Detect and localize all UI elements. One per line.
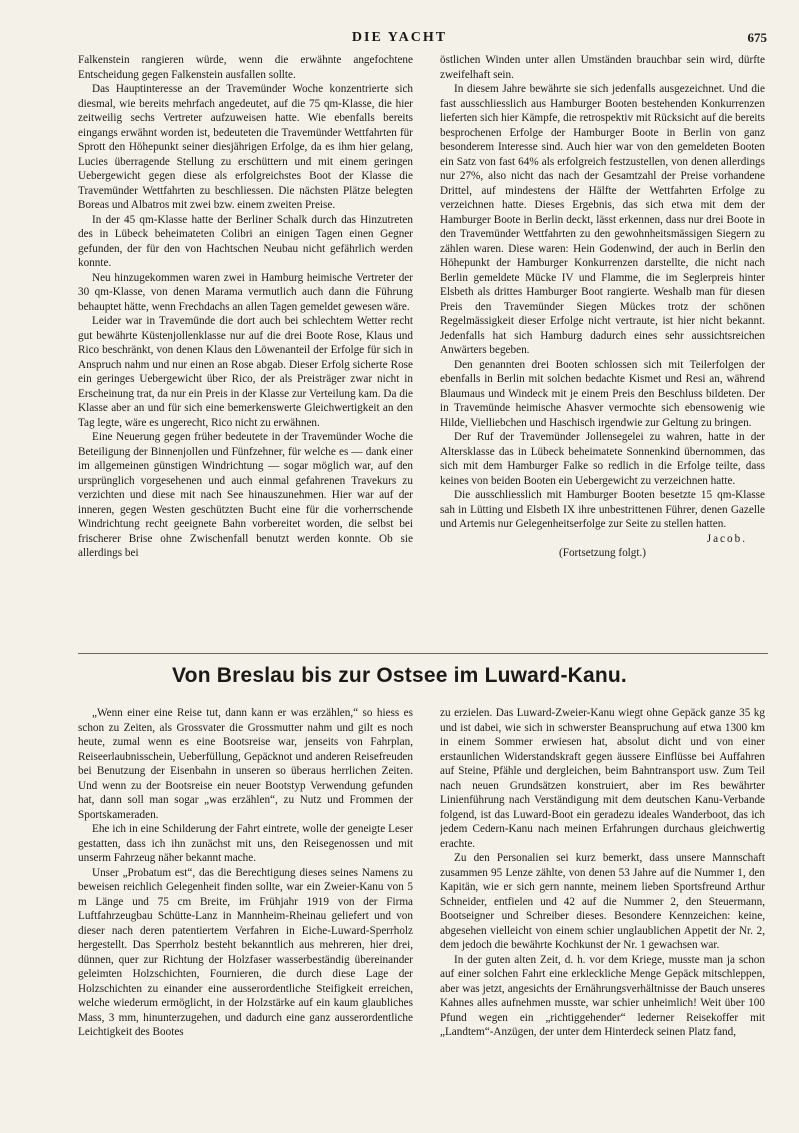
running-head (0, 30, 799, 50)
paragraph: „Wenn einer eine Reise tut, dann kann er was erzählen,“ so hiess es schon zu Zeiten, als Grossvater die Grossmutter nahm und gilt es noch heute, zumal wenn es eine Bootsreise war, jenseits von Fahrplan, Reiseerlaubnisschein, Ueberfüllung, Gepäcknot und anderen Reisefreuden bei Benutzung der Eisenbahn in unseren so überaus herrlichen Zeiten. Und wenn zu der Bootsreise ein neuer Bootstyp Verwendung gefunden hat, dann soll man sogar „was erzählen“, zu Nutz und Frommen der Sportskameraden. (78, 707, 413, 821)
section-divider (78, 653, 768, 654)
paragraph: In der guten alten Zeit, d. h. vor dem Kriege, musste man ja schon auf einer solchen Fahrt eine erkleckliche Menge Gepäck mitschleppen, aber was jetzt, angesichts der Ernährungsverhältnisse der Bauch unseres Kahnes alles aufnehmen musste, war schier unheimlich! Weit über 100 Pfund wegen ein „richtiggehender“ lederner Reisekoffer mit „Landtem“-Anzügen, der unter dem Hinterdeck seinen Platz fand, (440, 953, 765, 1038)
paragraph: Falkenstein rangieren würde, wenn die erwähnte angefochtene Entscheidung gegen Falkenstein ausfallen sollte. (78, 54, 413, 81)
journal-title: DIE YACHT (351, 30, 448, 45)
paragraph: Die ausschliesslich mit Hamburger Booten besetzte 15 qm-Klasse sah in Lütting und Elsbeth IX ihre unbestrittenen Führer, denen Gazelle und Artemis nur Gelegenheitserfolge zur Seite zu stellen hatten. (440, 489, 765, 530)
paragraph: Leider war in Travemünde die dort auch bei schlechtem Wetter recht gut bewährte Küstenjollenklasse nur auf die drei Boote Rose, Klaus und Rico beschränkt, von denen Klaus den Löwenanteil der Erfolge für sich in Anspruch nahm und nur einen an Rose abgab. Dieser Erfolg sicherte Rose ein geringes Uebergewicht über Rico, der als Preisträger zwar nicht in Erscheinung trat, da nur ein Preis in der Klasse zur Verteilung kam. Da die Klasse aber an und für sich eine bemerkenswerte Gleichwertigkeit an den Tag legte, wäre es ungerecht, Rico nicht zu erwähnen. (78, 315, 413, 429)
paragraph: Zu den Personalien sei kurz bemerkt, dass unsere Mannschaft zusammen 95 Lenze zählte, von denen 53 Jahre auf die Nummer 1, den Kapitän, wie er sich gern nannte, meinem lieben Sportsfreund Arthur Schneider, entfielen und 42 auf die Nummer 2, den Steuermann, Bootseigner und Schreiber dieses. Besondere Kennzeichen: keine, abgesehen vielleicht von einem schier unglaublichen Appetit der Nr. 2, dem jedoch die bewährte Kochkunst der Nr. 1 gewachsen war. (440, 852, 765, 951)
article-column-right (440, 706, 765, 1121)
paragraph: In der 45 qm-Klasse hatte der Berliner Schalk durch das Hinzutreten des in Lübeck beheimateten Colibri an einigen Tagen einen Gegner gefunden, der für den von Hachtschen Neubau nicht gefährlich werden konnte. (78, 213, 413, 269)
page-number: 675 (747, 30, 767, 45)
article-column-left (78, 706, 413, 1121)
paragraph: Eine Neuerung gegen früher bedeutete in der Travemünder Woche die Beteiligung der Binnenjollen und Fünfzehner, für welche es — dank einer im allgemeinen günstigen Windrichtung — sogar möglich war, auf den ursprünglich vorgesehenen und auch einmal gefahrenen Travekurs zu verzichten und diese mit nach See hinauszunehmen. Hier war auf der inneren, gegen Westen geschützten Bucht eine für die vorherrschende Windrichtung recht geeignete Bahn vorbereitet worden, die selbst bei frischerer Brise ohne Zwischenfall benutzt werden konnte. Ob sie allerdings bei (78, 431, 413, 559)
article-title: Von Breslau bis zur Ostsee im Luward-Kanu. (172, 664, 627, 687)
report-column-left (78, 53, 413, 645)
paragraph: Unser „Probatum est“, das die Berechtigung dieses seines Namens zu beweisen reichlich Gelegenheit finden sollte, war ein Zweier-Kanu von 5 m Länge und 75 cm Breite, im Frühjahr 1919 von der Firma Luftfahrzeugbau Schütte-Lanz in Mannheim-Rheinau geliefert und von dieser nach deren patentiertem Verfahren in Eiche-Luward-Sperrholz hergestellt. Das Sperrholz besteht bekanntlich aus mehreren, hier drei, dünnen, quer zur Richtung der Holzfaser wasserbeständig übereinander geleimten Holzschichten, Fournieren, die durch diese Lage der Holzschichten zu einander eine ausserordentliche Steifigkeit erreichen, welche wiederum ermöglicht, in der Holzstärke auf ein kaum glaubliches Mass, 3 mm, hinunterzugehen, und dadurch eine ganz ausserordentliche Leichtigkeit des Bootes (78, 866, 413, 1038)
paragraph: Ehe ich in eine Schilderung der Fahrt eintrete, wolle der geneigte Leser gestatten, dass ich ihn zunächst mit uns, den Reisegenossen und mit unserm Fahrzeug näher bekannt mache. (78, 823, 413, 864)
paragraph: zu erzielen. Das Luward-Zweier-Kanu wiegt ohne Gepäck ganze 35 kg und ist dabei, wie sich in schwerster Beanspruchung auf etwa 1300 km in einem Sommer erwiesen hat, absolut dicht und von einer erstaunlichen Widerstandskraft gegen äussere Einflüsse bei Auffahren auf Steine, Pfähle und dergleichen, beim Bahntransport usw. Zum Teil nach neuen Grundsätzen konstruiert, aber im Res bewährter Linienführung nach Verständigung mit dem deutschen Kanu-Verbande folgend, ist das Luward-Boot ein geradezu ideales Wanderboot, das ich jedem Cedern-Kanu nach meinen Erfahrungen durchaus gleichwertig erachte. (440, 707, 765, 850)
paragraph: Den genannten drei Booten schlossen sich mit Teilerfolgen der ebenfalls in Berlin mit solchen bedachte Kismet und Resi an, während Blaumaus und Windeck mit je einem Preis den Beschluss bildeten. Der in Travemünde heimische Ahasver vermochte sich ebensowenig wie Hilde, Vielliebchen und Haschisch irgendwie zur Geltung zu bringen. (440, 358, 765, 429)
paragraph: Neu hinzugekommen waren zwei in Hamburg heimische Vertreter der 30 qm-Klasse, von denen Marama vermutlich auch dann die Führung behauptet hätte, wenn Frechdachs an allen Tagen gemeldet gewesen wäre. (78, 271, 413, 313)
paragraph: östlichen Winden unter allen Umständen brauchbar sein wird, dürfte zweifelhaft sein. (440, 54, 765, 81)
report-column-right (440, 53, 765, 645)
paragraph: Der Ruf der Travemünder Jollensegelei zu wahren, hatte in der Altersklasse das in Lübeck beheimatete Sonnenkind übernommen, das sich mit dem Hamburger Falke so redlich in die Erfolge teilte, dass keines von beiden Booten ein Uebergewicht zu verzeichnen hatte. (440, 431, 765, 487)
paragraph: Das Hauptinteresse an der Travemünder Woche konzentrierte sich diesmal, wie bereits mehrfach angedeutet, auf die 75 qm-Klasse, die hier zeitweilig sechs Vertreter aufzuweisen hatte. Wie ebenfalls bereits eingangs erwähnt worden ist, bedeuteten die Travemünder Wettfahrten für Sprott den Höhepunkt seiner diesjährigen Erfolge, da es ihm hier gelang, Lucies überragende Stellung zu erschüttern und mit einem geringen Uebergewicht gegen diese als erfolgreichstes Boot der Klasse die Travemünder Wettfahrten zu beschliessen. Die nächsten Plätze belegten Boreas und Albatros mit zwei bzw. einem zweiten Preise. (78, 83, 413, 211)
continued-note: (Fortsetzung folgt.) (559, 547, 646, 559)
author-signature: Jacob. (706, 532, 747, 545)
paragraph: In diesem Jahre bewährte sie sich jedenfalls ausgezeichnet. Und die fast ausschliesslich aus Hamburger Booten bestehenden Konkurrenzen lieferten sich hier Kämpfe, die retrospektiv mit Rücksicht auf die bereits besprochenen Erfolge der Hamburger Boote in Berlin von ganz besonderem Interesse sind. Auch hier war von den gemeldeten Booten ein Satz von fast 64% als erfolgreich festzustellen, von denen allerdings nur 27%, also nicht das nach der Gesamtzahl der Preise vorhandene Drittel, auf mindestens der Hälfte der Wettfahrten Erfolge zu verzeichnen hatte. Dieses Ergebnis, das sich etwa mit dem der Hamburger Boote in Berlin deckt, lässt erkennen, dass nur drei Boote in den Travemünder Wettfahrten zu den gewohnheitsmässigen Siegern zu zählen waren. Diese waren: Hein Godenwind, der auch in Berlin den Höhepunkt der Hamburger Konkurrenzen darstellte, die nicht nach Berlin gemeldete Mücke IV und Flamme, die im Seglerpreis hinter Elsbeth als drittes Hamburger Boot rangierte. Weshalb man für diesen Preis den Travemünder Siegen Mückes trotz der schönen Regelmässigkeit dieser Erfolge nicht vertraute, ist hier nicht bekannt. Jedenfalls hat sich Hamburg dadurch eines sehr aussichtsreichen Anwärters begeben. (440, 83, 765, 356)
